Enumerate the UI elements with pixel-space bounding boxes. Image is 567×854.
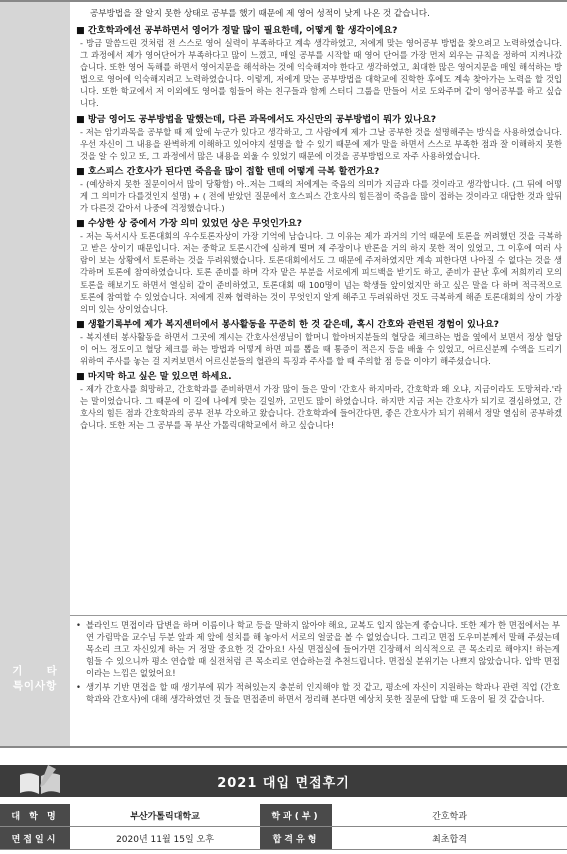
answer-4: - 저는 독서시사 토론대회의 우수토론자상이 가장 기억에 남습니다. 그 이유는 제가 과거의 기억 때문에 토론을 꺼려했던 것을 극복하고 받은 상이기 때문입니다. 저는 중학교 토론시간에 심하게 떨며 제 주장이나 반론을 거의 하지 못한 적이 있었고, 그 이후에 여러 사람이 보는 상황에서 토론하는 것을 두려워했습니다. 토론대회에서도 그 때문에 주저하였지만 계속 피한다면 나아질 수 없다는 것을 생각하며 토론에 참여하였습니다. 토론 준비를 하며 각자 맡은 부분을 서로에게 피드백을 받기도 하고, 준비가 끝난 후에 저희끼리 모의 토론을 해보기도 하면서 열심히 같이 준비하였고, 토론대회 때 100명이 넘는 학생들 앞이었지만 하고 싶은 말을 다 하며 적극적으로 토론에 참여할 수 있었습니다. 저에게 진짜 협력하는 것이 무엇인지 알게 해주고 두려워하던 것도 극복하게 해준 토론대회의 상이 가장 의미 있는 상이었습니다. [80, 231, 562, 314]
interview-date-label: 면접일시 [0, 827, 70, 850]
question-6: ■ 마지막 하고 싶은 말 있으면 하세요. [76, 370, 562, 383]
question-4: ■ 수상한 상 중에서 가장 의미 있었던 상은 무엇인가요? [76, 217, 562, 230]
side-column [0, 2, 70, 746]
answer-1: - 방금 말씀드린 것처럼 전 스스로 영어 실력이 부족하다고 계속 생각하였고, 저에게 맞는 영어공부 방법을 찾으려고 노력하였습니다. 그 과정에서 제가 영어단어가 부족하다고 많이 느꼈고, 매일 공부를 시작할 때 영어 단어를 가장 먼저 외우는 규칙을 정하여 지켜나갔습니다. 또한 영어 독해를 하면서 영어지문을 해석하는 것에 익숙해져야 한다고 생각하였고, 최대한 많은 영어지문을 매일 해석하는 방법으로 영어에 익숙해지려고 노력하였습니다. 이렇게, 저에게 맞는 공부방법을 대학교에 진학한 후에도 계속 찾아가는 노력을 할 것입니다. 또한 학교에서 저 이외에도 영어를 힘들어 하는 친구들과 함께 스터디 그룹을 만들어 서로 도와주며 같이 영어공부를 하고 싶습니다. [80, 38, 562, 109]
qa-content [76, 8, 562, 434]
question-2: ■ 방금 영어도 공부방법을 말했는데, 다른 과목에서도 자신만의 공부방법이 뭐가 있나요? [76, 113, 562, 126]
answer-2: - 저는 암기과목을 공부할 때 제 앞에 누군가 있다고 생각하고, 그 사람에게 제가 그날 공부한 것을 설명해주는 방식을 사용하였습니다. 우선 자신이 그 내용을 완벽하게 이해하고 있어야지 설명을 할 수 있기 때문에 제가 말을 하면서 스스로 부족한 점과 잘 이해하지 못한 것을 알 수 있고 또, 그 과정에서 많은 내용을 외울 수 있었기 때문에 이것을 공부방법으로 자주 사용하였습니다. [80, 126, 562, 161]
question-1: ■ 간호학과에선 공부하면서 영어가 정말 많이 필요한데, 어떻게 할 생각이에요? [76, 24, 562, 37]
answer-3: - (예상하지 못한 질문이어서 많이 당황함) 아..저는 그때의 저에게는 죽음의 의미가 지금과 다를 것이라고 생각합니다. (그 뒤에 어떻게 그 의미가 다를것인지 설명) + ( 전에 받았던 질문에서 호스피스 간호사의 힘든점이 죽음을 많이 접하는 것이라고 대답한 것과 앞뒤가 다른것 같아서 나중에 걱정했습니다.) [80, 178, 562, 214]
side-label-line-1: 기 타 [12, 665, 58, 677]
interview-info-table [0, 804, 567, 850]
extra-notes [76, 619, 560, 707]
admission-type-value: 최초합격 [332, 827, 567, 850]
review-banner [0, 765, 567, 797]
intro-line: 공부방법을 잘 알지 못한 상태로 공부를 했기 때문에 제 영어 성적이 낮게 나온 것 같습니다. [90, 9, 430, 19]
question-3: ■ 호스피스 간호사가 된다면 죽음을 많이 접할 텐데 어떻게 극복 할껀가요? [76, 165, 562, 178]
section-divider [70, 615, 567, 616]
side-label-extra-notes [0, 664, 70, 694]
answer-6: - 제가 간호사를 희망하고, 간호학과를 준비하면서 가장 많이 들은 말이 '간호사 하지마라, 간호학과 왜 오냐, 지금이라도 도망쳐라.'라는 말이었습니다. 그 때문에 이 길에 나에게 맞는 길일까, 고민도 많이 하였습니다. 하지만 지금 저는 간호사가 되기로 결심하였고, 간호사의 힘든 점과 간호학과의 공부 전부 각오하고 왔습니다. 간호학과에 들어간다면, 좋은 간호사가 되기 위해서 정말 열심히 공부하겠습니다. 또한 저는 그 공부를 꼭 부산 가톨릭대학교에서 하고 싶습니다! [80, 384, 562, 431]
university-value: 부산가톨릭대학교 [70, 804, 260, 827]
department-label: 학과(부) [260, 804, 332, 827]
info-row-2 [0, 827, 567, 850]
note-item-1: • 블라인드 면접이라 답변을 하며 이름이나 학교 등을 말하지 않아야 해요, 교복도 입지 않는게 좋습니다. 또한 제가 한 면접에서는 부연 가림막을 교수님 두분 앞과 제 앞에 설치를 해 놓아서 서로의 얼굴을 볼 수 없었습니다. 그리고 면접 도우미분께서 말해 주셨는데 목소리 크고 자신있게 하는 거 정말 중요한 것 같아요! 사실 면접실에 들어가면 긴장해서 의식적으로 큰 목소리로 해야지! 하는게 힘들 수 있으니까 평소 연습할 때 실전처럼 큰 목소리로 연습하는걸 추천드립니다. 면접실 분위기는 나쁘지 않았습니다. 압박 면접이라는 느낌은 없었어요! [76, 619, 560, 679]
admission-type-label: 합격유형 [260, 827, 332, 850]
answer-5: - 복지센터 봉사활동을 하면서 그곳에 계시는 간호사선생님이 할머니 할아버지분들의 혈당을 체크하는 법을 옆에서 보면서 정상 혈당이 어느 정도이고 혈당 체크를 하는 방법과 어떻게 하면 피를 뽑을 때 통증이 적은지 등을 배울 수 있었고, 어르신분께 수액을 드리기 위하여 주사를 놓는 걸 지켜보면서 어르신분들의 혈관의 특징과 주사를 할 때 주의할 점 등을 이야기 해주셨습니다. [80, 331, 562, 366]
note-item-2: • 생기부 기반 면접을 할 때 생기부에 뭐가 적혀있는지 충분히 인지해야 할 것 같고, 평소에 자신이 지원하는 학과나 관련 직업 (간호학과와 간호사)에 대해 생각하였던 것 들을 면접준비 하면서 정리해 본다면 예상치 못한 질문에 답할 때 도움이 될 것 같습니다. [76, 681, 560, 705]
department-value: 간호학과 [332, 804, 567, 827]
interview-date-value: 2020년 11월 15일 오후 [70, 827, 260, 850]
banner-title: 2021 대입 면접후기 [217, 776, 350, 791]
question-5: ■ 생활기록부에 제가 복지센터에서 봉사활동을 꾸준히 한 것 같은데, 혹시 간호와 관련된 경험이 있나요? [76, 318, 562, 331]
info-row-1 [0, 804, 567, 827]
side-label-line-2: 특이사항 [12, 680, 58, 692]
university-label: 대 학 명 [0, 804, 70, 827]
